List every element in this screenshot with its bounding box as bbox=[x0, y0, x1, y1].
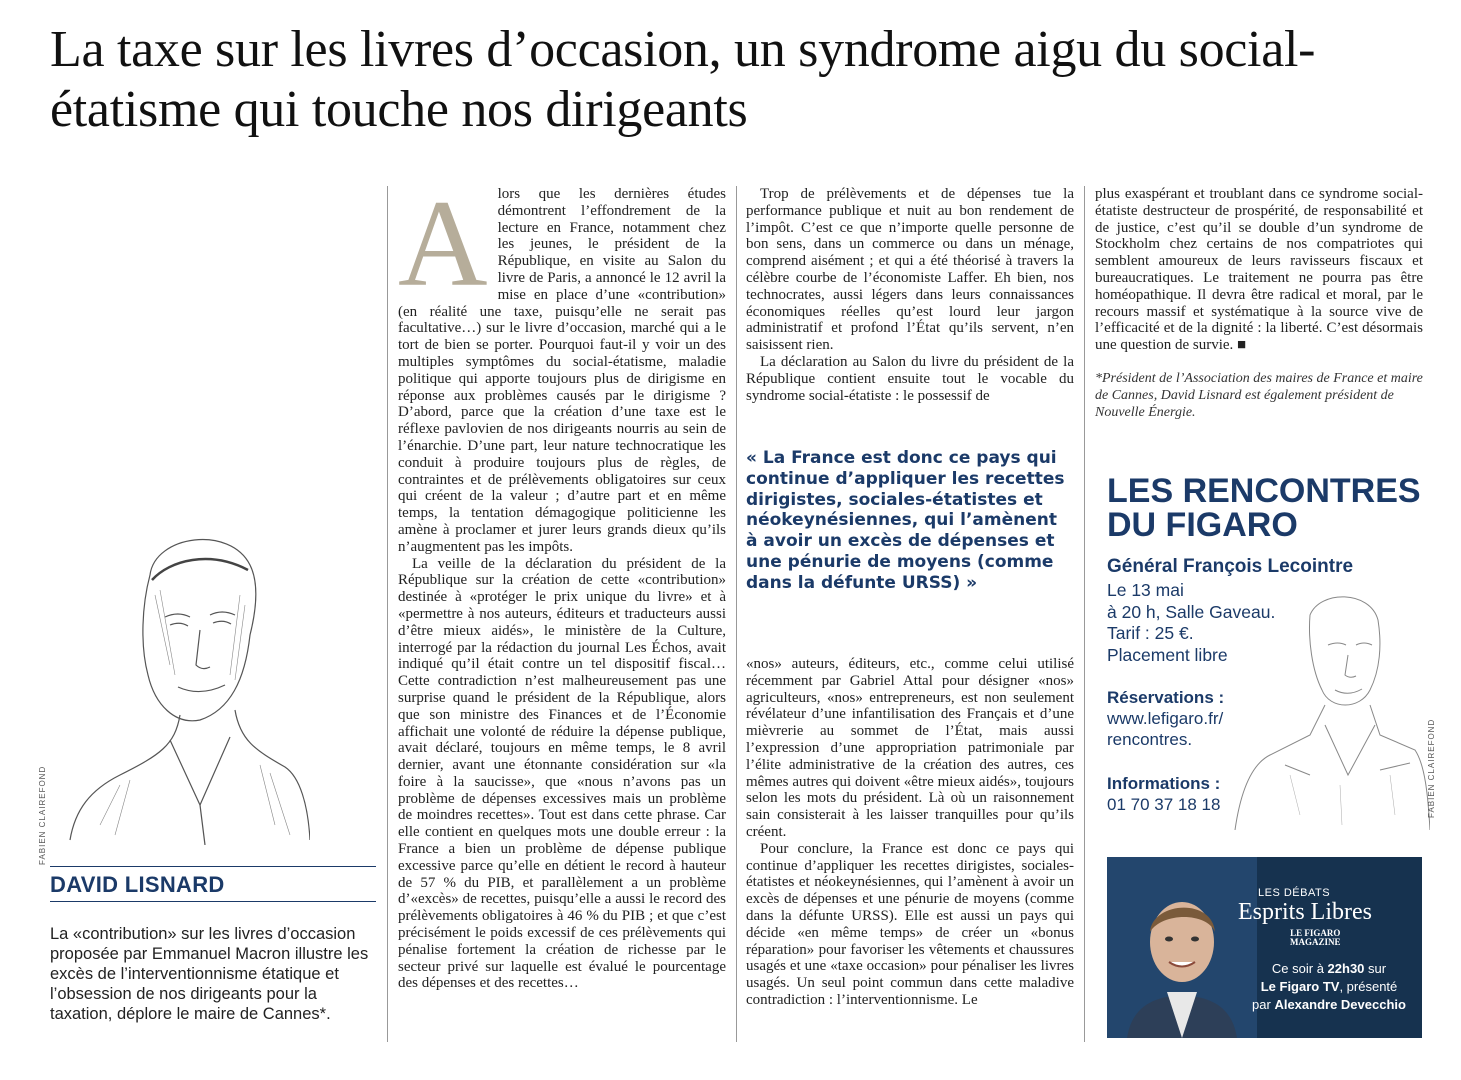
logo-line: LE FIGARO bbox=[1290, 928, 1341, 938]
pull-quote: « La France est donc ce pays qui continue d’appliquer les recettes dirigistes, sociales-étatistes et néokeynésiennes, qui l’amènent à avoir un excès de dépenses et une pénurie de moyens (comme dans la défunte URSS) » bbox=[746, 448, 1065, 593]
tv-ad-schedule bbox=[1240, 960, 1418, 1014]
article-column-1 bbox=[398, 186, 726, 1042]
reservations-link[interactable]: www.lefigaro.fr/ bbox=[1107, 709, 1224, 728]
article-column-3 bbox=[1095, 186, 1423, 372]
general-portrait-credit: FABIEN CLAIREFOND bbox=[1427, 718, 1436, 818]
article-headline: La taxe sur les livres d’occasion, un syndrome aigu du social-étatisme qui touche nos dirigeants bbox=[50, 21, 1316, 138]
column-rule-2 bbox=[736, 186, 737, 1042]
rencontres-guest: Général François Lecointre bbox=[1107, 556, 1354, 577]
author-bottom-rule bbox=[50, 901, 376, 902]
portrait-credit: FABIEN CLAIREFOND bbox=[38, 765, 47, 865]
article-paragraph: plus exaspérant et troublant dans ce syndrome social-étatiste destructeur de prospérité, de responsabilité et de justice, c’est qu’il se double d’un syndrome de Stockholm chez certains de nos compatriotes qui semblent amoureux de leurs ravisseurs fiscaux et bureaucratiques. Le traitement ne pourra pas être homéopathique. Il devra être radical et moral, par le recours massif et systématique à la source vive de l’efficacité et de la dignité : la liberté. C’est désormais une question de survie. ■ bbox=[1095, 186, 1423, 354]
logo-line: MAGAZINE bbox=[1290, 937, 1341, 947]
article-chapo: La «contribution» sur les livres d’occasion proposée par Emmanuel Macron illustre les excès de l’interventionnisme étatique et l’obsession de nos dirigeants pour la taxation, déplore le maire de Cannes*. bbox=[50, 925, 369, 1023]
information-label: Informations : bbox=[1107, 774, 1221, 793]
rencontres-title-line: DU FIGARO bbox=[1107, 506, 1298, 544]
rencontres-reservations bbox=[1107, 688, 1224, 750]
article-paragraph: Trop de prélèvements et de dépenses tue la performance publique et nuit au bon rendement de l’impôt. C’est ce que n’importe quelle personne de bon sens, dans un commerce ou dans un ménage, comprend aisément ; et qui a été théorisé à travers la célèbre courbe de l’économiste Laffer. Eh bien, nos technocrates, aussi légers dans leurs connaissances économiques réelles qu’est lourd leur jargon administratif et profond l’État qu’ils servent, n’en saisissent rien. bbox=[746, 186, 1074, 354]
schedule-channel: Le Figaro TV bbox=[1260, 979, 1340, 994]
tv-ad-title: Esprits Libres bbox=[1238, 899, 1372, 925]
drop-cap: A bbox=[398, 186, 488, 312]
author-portrait-illustration bbox=[60, 505, 310, 845]
reservations-link[interactable]: rencontres. bbox=[1107, 730, 1193, 749]
author-footnote: *Président de l’Association des maires de France et maire de Cannes, David Lisnard est également président de Nouvelle Énergie. bbox=[1095, 371, 1423, 420]
schedule-text: par bbox=[1252, 997, 1275, 1012]
column-rule-3 bbox=[1084, 186, 1085, 1042]
article-column-2-top bbox=[746, 186, 1074, 436]
author-name: DAVID LISNARD bbox=[50, 872, 225, 897]
article-paragraph: «nos» auteurs, éditeurs, etc., comme celui utilisé récemment par Gabriel Attal pour désigner «nos» agriculteurs, «nos» entrepreneurs, est non seulement révélateur d’une infantilisation des Français et d’une mièvrerie au sommet de l’État, mais aussi l’expression d’une appropriation patrimoniale par l’élite administrative de la création des autres, ces mêmes autres qui doivent «être mieux aidés», toujours selon les mots du président. Là où un raisonnement sain consisterait à les laisser tranquilles pour qu’ils créent. bbox=[746, 656, 1074, 840]
rencontres-seating: Placement libre bbox=[1107, 644, 1228, 665]
schedule-time: 22h30 bbox=[1327, 961, 1365, 976]
author-top-rule bbox=[50, 866, 376, 867]
column-rule-1 bbox=[387, 186, 388, 1042]
article-paragraph: La veille de la déclaration du président de la République sur la création de cette «contribution» destinée à «protéger le prix unique du livre» et à «permettre à nos auteurs, éditeurs et traducteurs aussi d’être mieux aidés», le ministère de la Culture, interrogé par la rédaction du journal Les Échos, avait indiqué qu’il était contre un tel dispositif fiscal… Cette contradiction n’est malheureusement pas une surprise quand le président de la République, alors que son ministre des Finances et de l’Économie affichait une volonté de réduire la dépense publique, avait déclaré, toujours en même temps, le 8 avril dernier, avant une étonnante considération sur «la foire à la saucisse», que «nous n’avons pas un problème de dépenses excessives mais un problème de moindres recettes». Tout est dans cette phrase. Car elle contient en quelques mots une double erreur : la France a bien un problème de dépense publique excessive parce qu’elle en détient le record à hauteur de 57 % du PIB, et parallèlement a un problème d’«excès» de recettes, puisqu’elle a aussi le record des prélèvements obligatoires à 46 % du PIB ; et que c’est précisément le poids excessif de ces prélèvements qui pénalise fortement la création de richesse par le secteur privé sur laquelle est évalué le pourcentage des dépenses et des recettes… bbox=[398, 555, 726, 992]
rencontres-title-line: LES RENCONTRES bbox=[1107, 472, 1421, 510]
rencontres-date: Le 13 mai bbox=[1107, 580, 1184, 600]
information-phone[interactable]: 01 70 37 18 18 bbox=[1107, 795, 1221, 814]
figaro-magazine-logo bbox=[1290, 929, 1341, 947]
presenter-photo bbox=[1107, 857, 1257, 1038]
schedule-text: , présenté bbox=[1339, 979, 1398, 994]
article-paragraph: lors que les dernières études démontrent l’effondrement de la lecture en France, notamment chez les jeunes, le président de la République, en visite au Salon du livre de Paris, a annoncé le 12 avril la mise en place d’une «contribution» (en réalité une taxe, puisqu’elle ne serait pas facultative…) sur le livre d’occasion, marché qui a le tort de bien se porter. Pourquoi faut-il y voir un des multiples symptômes du social-étatisme, maladie politique qui apporte toujours plus de dirigisme en réponse aux problèmes causés par le dirigisme ? D’abord, parce que la création d’une taxe est le réflexe pavlovien de nos dirigeants nourris au sein de l’énarchie. D’une part, leur nature technocratique les conduit à produire toujours plus de règles, de contraintes et de prélèvements obligatoires sur ceux qui créent de la valeur ; d’autre part et en même temps, la tentation démagogique politicienne les amène à proclamer et jurer leurs grands dieux qu’ils n’augmentent pas les impôts. bbox=[398, 186, 726, 555]
schedule-text: Ce soir à bbox=[1271, 961, 1328, 976]
schedule-text: sur bbox=[1364, 961, 1387, 976]
rencontres-time-place: à 20 h, Salle Gaveau. bbox=[1107, 601, 1276, 622]
article-paragraph: La déclaration au Salon du livre du président de la République contient ensuite tout le vocable du syndrome social-étatiste : le possessif de bbox=[746, 353, 1074, 404]
article-paragraph: Pour conclure, la France est donc ce pays qui continue d’appliquer les recettes dirigistes, sociales-étatistes et néokeynésiennes, qui l’amènent à avoir un excès de dépenses et une pénurie de moyens (comme dans la défunte URSS). Elle est aussi un pays qui décide «en même temps» de créer un «bonus réparation» pour favoriser les vêtements et chaussures usagés et une «taxe occasion» pour pénaliser les livres usagés. Un seul point commun dans cette maladive contradiction : l’interventionnisme. Le bbox=[746, 840, 1074, 1008]
schedule-presenter: Alexandre Devecchio bbox=[1274, 997, 1406, 1012]
tv-ad-kicker: LES DÉBATS bbox=[1258, 887, 1331, 899]
general-portrait-illustration bbox=[1230, 575, 1430, 830]
rencontres-ad-title[interactable] bbox=[1107, 474, 1447, 542]
rencontres-information bbox=[1107, 774, 1220, 815]
reservations-label: Réservations : bbox=[1107, 688, 1225, 707]
rencontres-price: Tarif : 25 €. bbox=[1107, 623, 1194, 643]
article-column-2-bottom bbox=[746, 656, 1074, 1044]
